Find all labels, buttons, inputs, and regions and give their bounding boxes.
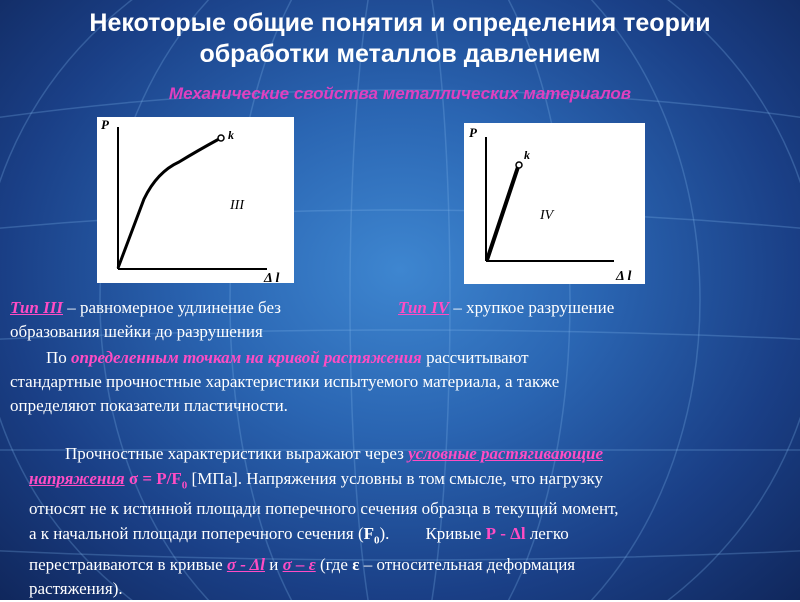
- axis-label-y: P: [101, 117, 109, 132]
- para2-line5-and: и: [264, 554, 283, 574]
- para2-line6: растяжения).: [29, 579, 123, 599]
- para1-highlight: определенным точкам на кривой растяжения: [71, 348, 422, 367]
- para2-line1-pre: Прочностные характеристики выражают через: [65, 444, 409, 463]
- paragraph-2: [29, 442, 619, 602]
- axis-label-x: Δ l: [264, 271, 280, 283]
- stress-strain-curve: [118, 139, 219, 268]
- type-3-desc-line1: – равномерное удлинение без: [62, 298, 281, 317]
- type-4-name: Тип IV: [398, 298, 450, 317]
- para2-line1-highlight: условные растягивающие: [408, 444, 604, 463]
- graph-type-3: [97, 117, 294, 283]
- para2-line4-curves: Кривые: [425, 523, 486, 543]
- paragraph-1: [10, 346, 559, 418]
- area-symbol-subscript: 0: [374, 534, 380, 547]
- type-4-desc: – хрупкое разрушение: [449, 298, 615, 317]
- curve-p-dl: Р - Δl: [485, 523, 526, 543]
- slide-title: [0, 8, 800, 70]
- point-label-k: k: [524, 148, 530, 162]
- para1-line2: стандартные прочностные характеристики испытуемого материала, а также: [10, 372, 560, 391]
- stress-formula: σ = P/F: [124, 468, 182, 488]
- para2-line4-pre: а к начальной площади поперечного сечения (: [29, 523, 364, 543]
- para2-line5-post: (где: [315, 554, 353, 574]
- epsilon-symbol: ε: [352, 554, 360, 574]
- type-4-description: [398, 296, 614, 320]
- para2-line4-post: легко: [525, 523, 569, 543]
- type-3-desc-line2: образования шейки до разрушения: [10, 322, 263, 341]
- axis-label-y: P: [469, 125, 477, 140]
- region-label: III: [230, 198, 244, 213]
- type-3-name: Тип III: [10, 298, 63, 317]
- para1-line3: определяют показатели пластичности.: [10, 396, 288, 415]
- para2-line2-highlight: напряжения: [29, 468, 125, 488]
- curve-sigma-dl: σ - Δl: [226, 554, 265, 574]
- title-line-2: обработки металлов давлением: [199, 40, 601, 68]
- para2-line3: относят не к истинной площади поперечного сечения образца в текущий момент,: [29, 499, 619, 519]
- region-label: IV: [540, 208, 554, 223]
- type-3-description: [10, 296, 281, 344]
- para2-line5-tail: – относительная деформация: [359, 554, 576, 574]
- slide-subtitle: Механические свойства металлических материалов: [168, 84, 632, 103]
- para2-line2-post: [МПа]. Напряжения условны в том смысле, что нагрузку: [187, 468, 604, 488]
- point-label-k: k: [228, 128, 234, 142]
- stress-strain-curve: [487, 167, 518, 260]
- point-k-marker: [516, 162, 522, 168]
- area-symbol: F: [363, 523, 375, 543]
- curve-sigma-eps: σ – ε: [282, 554, 316, 574]
- para1-post: рассчитывают: [421, 348, 529, 367]
- para1-pre: По: [46, 348, 72, 367]
- graph-type-4: [464, 123, 645, 284]
- para2-line4-mid: ).: [379, 523, 390, 543]
- title-line-1: Некоторые общие понятия и определения теории: [89, 9, 711, 37]
- point-k-marker: [218, 135, 224, 141]
- para2-line5-pre: перестраиваются в кривые: [29, 554, 227, 574]
- stress-formula-subscript: 0: [181, 478, 188, 491]
- axis-label-x: Δ l: [616, 269, 632, 284]
